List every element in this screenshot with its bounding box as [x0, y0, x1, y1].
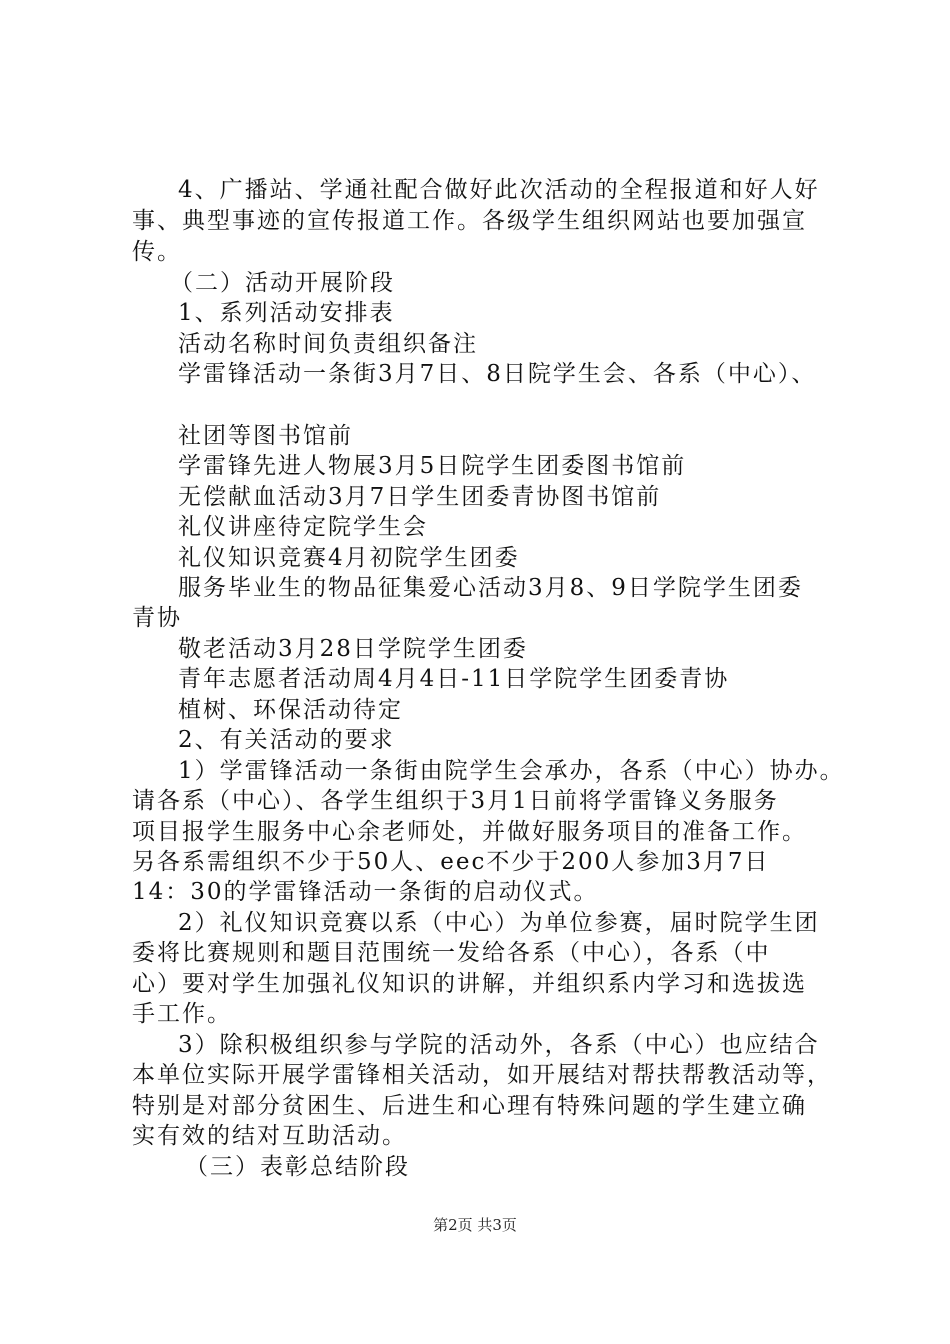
paragraph-line: 实有效的结对互助活动。 [132, 1123, 407, 1149]
paragraph-line: 特别是对部分贫困生、后进生和心理有特殊问题的学生建立确 [132, 1093, 807, 1119]
paragraph-line: 事、典型事迹的宣传报道工作。各级学生组织网站也要加强宣 [132, 208, 807, 234]
table-row-line: 礼仪讲座待定院学生会 [178, 514, 428, 540]
paragraph-line: 心）要对学生加强礼仪知识的讲解，并组织系内学习和选拔选 [132, 971, 807, 997]
paragraph-line: 本单位实际开展学雷锋相关活动，如开展结对帮扶帮教活动等， [132, 1062, 832, 1088]
paragraph-line: 委将比赛规则和题目范围统一发给各系（中心），各系（中 [132, 940, 771, 966]
subsection-heading: 1、系列活动安排表 [178, 300, 395, 326]
table-row-line: 礼仪知识竞赛4月初院学生团委 [178, 545, 520, 571]
paragraph-line: 传。 [132, 239, 182, 265]
paragraph-line: 4、广播站、学通社配合做好此次活动的全程报道和好人好 [178, 177, 820, 203]
table-header-line: 活动名称时间负责组织备注 [178, 331, 478, 357]
table-row-line: 社团等图书馆前 [178, 423, 353, 449]
section-heading: （二）活动开展阶段 [170, 270, 395, 296]
subsection-heading: 2、有关活动的要求 [178, 727, 395, 753]
paragraph-line: 项目报学生服务中心余老师处，并做好服务项目的准备工作。 [132, 819, 807, 845]
paragraph-line: 1）学雷锋活动一条街由院学生会承办，各系（中心）协办。 [178, 758, 845, 784]
table-row-line: 植树、环保活动待定 [178, 697, 403, 723]
table-row-line: 学雷锋先进人物展3月5日院学生团委图书馆前 [178, 453, 687, 479]
table-row-line: 服务毕业生的物品征集爱心活动3月8、9日学院学生团委 [178, 575, 803, 601]
table-row-line: 敬老活动3月28日学院学生团委 [178, 636, 528, 662]
table-row-line: 青协 [132, 605, 182, 631]
table-row-line: 青年志愿者活动周4月4日-11日学院学生团委青协 [178, 666, 730, 692]
page-footer: 第2页 共3页 [433, 1216, 517, 1234]
table-row-line: 学雷锋活动一条街3月7日、8日院学生会、各系（中心）、 [178, 361, 817, 387]
table-row-line: 无偿献血活动3月7日学生团委青协图书馆前 [178, 484, 662, 510]
paragraph-line: 手工作。 [132, 1001, 232, 1027]
paragraph-line: 2）礼仪知识竞赛以系（中心）为单位参赛，届时院学生团 [178, 910, 820, 936]
paragraph-line: 另各系需组织不少于50人、eec不少于200人参加3月7日 [132, 849, 770, 875]
paragraph-line: 请各系（中心）、各学生组织于3月1日前将学雷锋义务服务 [132, 788, 779, 814]
paragraph-line: 14：30的学雷锋活动一条街的启动仪式。 [132, 879, 599, 905]
paragraph-line: 3）除积极组织参与学院的活动外，各系（中心）也应结合 [178, 1032, 820, 1058]
section-heading: （三）表彰总结阶段 [185, 1154, 410, 1180]
